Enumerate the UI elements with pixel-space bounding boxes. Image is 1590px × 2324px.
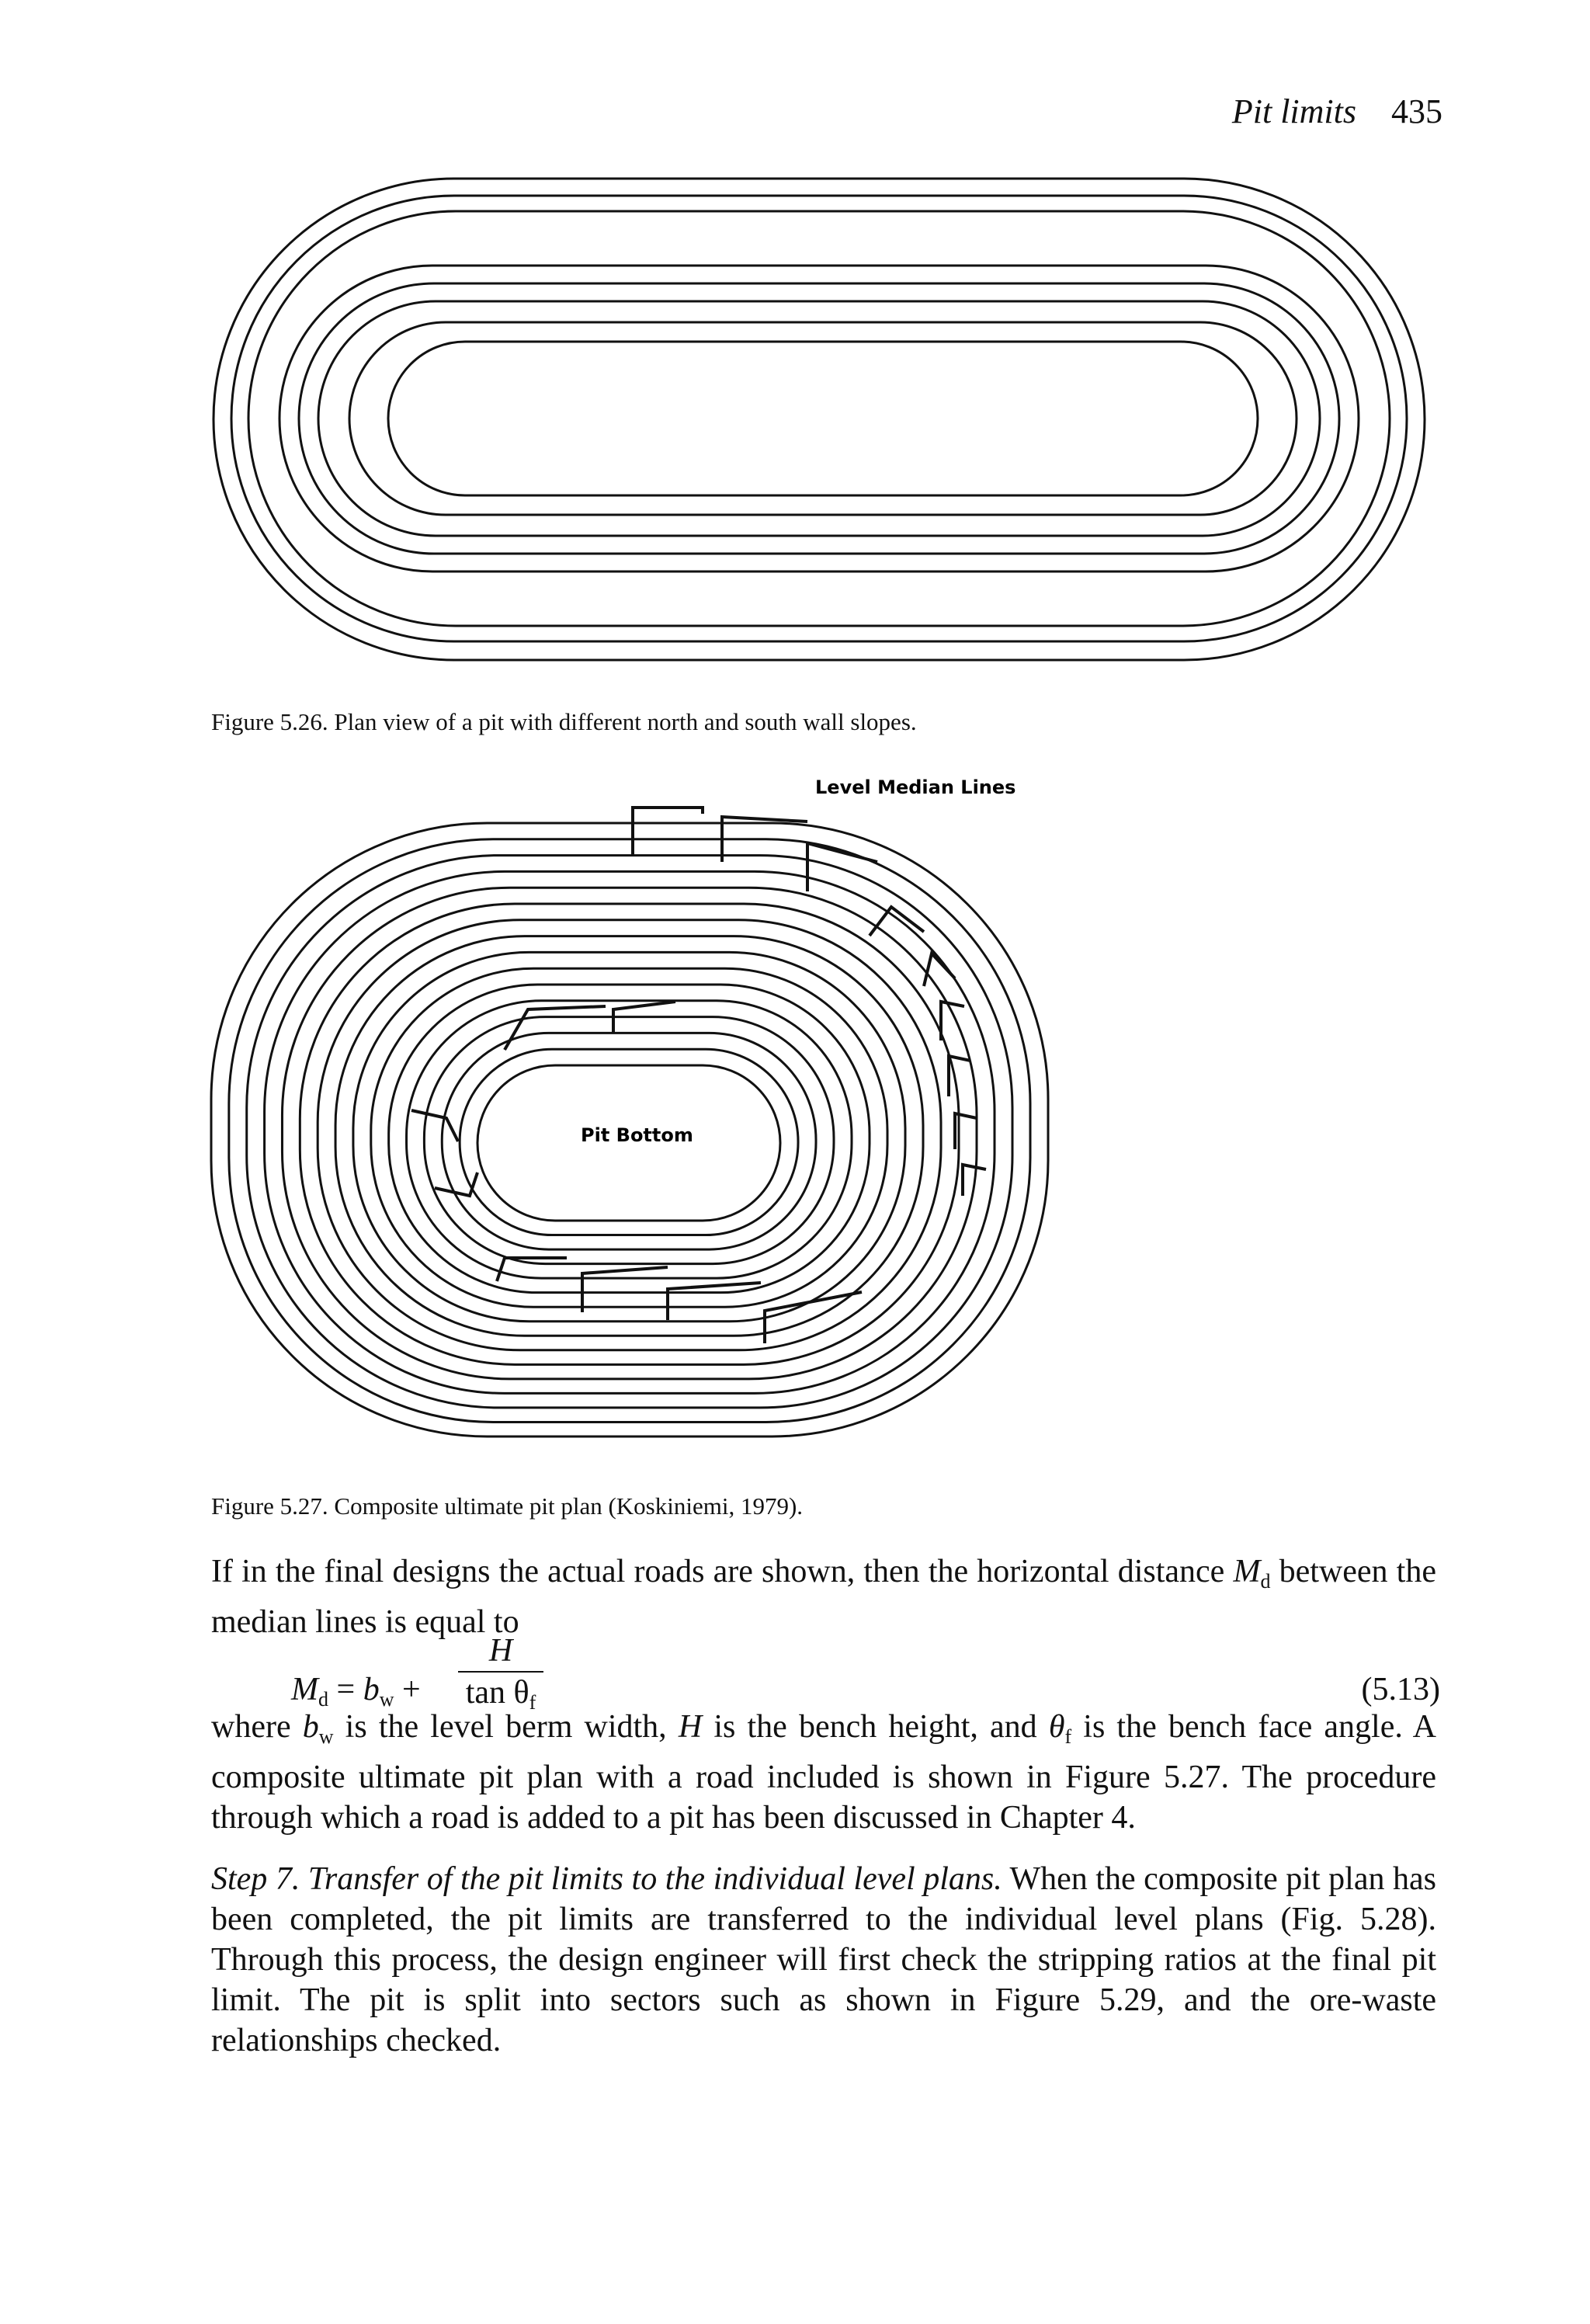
text-run: is the bench face angle. A composite ultimate pit plan with a road included is shown in Figure 5.27. The procedure through which a road is added to a pit has been discussed in Chapter 4. bbox=[211, 1709, 1436, 1836]
eq-sub-d: d bbox=[318, 1688, 328, 1711]
figure-5-27-composite-pit-plan bbox=[0, 776, 1590, 1460]
pit-contour-8 bbox=[388, 342, 1258, 495]
page-header bbox=[1232, 92, 1442, 131]
figure-5-27-caption: Figure 5.27. Composite ultimate pit plan (Koskiniemi, 1979). bbox=[211, 1492, 804, 1520]
sub-f: f bbox=[1064, 1725, 1072, 1748]
paragraph-where bbox=[211, 1707, 1436, 1838]
road-median-segment-15 bbox=[435, 1172, 477, 1196]
text-run: When the composite pit plan has been completed, the pit limits are transferred to the individual level plans (Fig. 5.28). Through this process, the design engineer will first check the stripping ratios at the final pit limit. The pit is split into sectors such as shown in Figure 5.29, and the ore-waste relationships checked. bbox=[211, 1861, 1436, 2058]
text-run: If in the final designs the actual roads are shown, then the horizontal distance bbox=[211, 1554, 1234, 1589]
pit-contour-6 bbox=[318, 301, 1320, 536]
page-number: 435 bbox=[1391, 92, 1442, 130]
var-theta: θ bbox=[1048, 1709, 1065, 1745]
running-title: Pit limits bbox=[1231, 92, 1356, 130]
eq-sub-w: w bbox=[379, 1688, 394, 1711]
pit-contour-7 bbox=[349, 322, 1297, 515]
pit-bottom-label: Pit Bottom bbox=[581, 1124, 693, 1146]
road-median-segment-14 bbox=[411, 1110, 458, 1141]
equation-lhs bbox=[291, 1671, 421, 1711]
eq-numerator: H bbox=[458, 1632, 543, 1673]
paragraph-median-distance bbox=[211, 1551, 1436, 1642]
text-run: between the median lines is equal to bbox=[211, 1554, 1436, 1640]
text-run: is the level berm width, bbox=[333, 1709, 679, 1745]
sub-d: d bbox=[1260, 1570, 1271, 1593]
pit-contour-2 bbox=[231, 196, 1407, 641]
figure-5-26-pit-plan bbox=[0, 163, 1590, 676]
paragraph-step-7 bbox=[211, 1859, 1436, 2061]
pit-contour-4 bbox=[279, 266, 1359, 571]
step-heading: Step 7. Transfer of the pit limits to the individual level plans. bbox=[211, 1861, 1002, 1897]
var-M: M bbox=[1233, 1554, 1261, 1589]
var-H: H bbox=[678, 1709, 703, 1745]
road-median-segment-11 bbox=[582, 1267, 668, 1312]
figure-5-26-caption: Figure 5.26. Plan view of a pit with different north and south wall slopes. bbox=[211, 708, 917, 735]
level-median-lines-label: Level Median Lines bbox=[815, 776, 1016, 798]
eq-den-text: tan θ bbox=[465, 1675, 529, 1711]
eq-plus: + bbox=[394, 1672, 421, 1707]
pit-contour-5 bbox=[299, 283, 1339, 554]
eq-equals: = bbox=[328, 1672, 363, 1707]
var-b: b bbox=[302, 1709, 319, 1745]
sub-w: w bbox=[318, 1725, 334, 1748]
equation-number: (5.13) bbox=[1361, 1672, 1440, 1707]
eq-var-b: b bbox=[363, 1672, 380, 1707]
road-median-segment-12 bbox=[668, 1283, 761, 1320]
eq-den-sub: f bbox=[529, 1691, 536, 1714]
text-run: where bbox=[211, 1709, 303, 1745]
equation-fraction bbox=[458, 1632, 543, 1714]
road-median-segment-16 bbox=[505, 1006, 606, 1050]
text-run: is the bench height, and bbox=[702, 1709, 1049, 1745]
road-median-segment-4 bbox=[870, 907, 924, 936]
pit-contour-3 bbox=[248, 211, 1390, 626]
road-median-segment-1 bbox=[633, 808, 703, 856]
eq-var-M: M bbox=[291, 1672, 318, 1707]
pit-contour-1 bbox=[214, 179, 1425, 660]
